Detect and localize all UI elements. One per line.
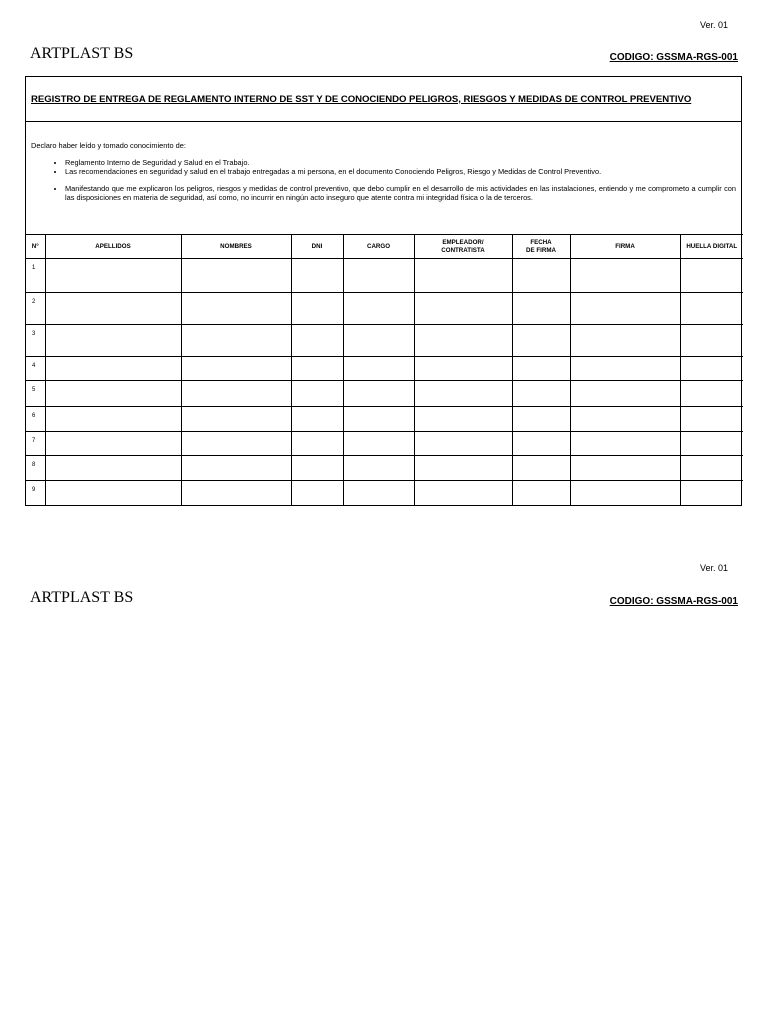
cell-empleador[interactable] <box>414 432 512 456</box>
header-empleador-line1: EMPLEADOR/ <box>442 239 484 246</box>
cell-nombres[interactable] <box>181 357 291 381</box>
cell-nombres[interactable] <box>181 432 291 456</box>
table-row <box>26 432 743 456</box>
cell-apellidos[interactable] <box>45 325 181 357</box>
cell-dni[interactable] <box>291 432 343 456</box>
cell-firma[interactable] <box>570 325 680 357</box>
header-empleador-line2: CONTRATISTA <box>441 246 485 254</box>
cell-fecha[interactable] <box>512 357 570 381</box>
table-row <box>26 456 743 481</box>
registry-table <box>26 234 743 506</box>
cell-cargo[interactable] <box>343 432 414 456</box>
header-fecha <box>512 235 570 259</box>
cell-huella[interactable] <box>680 259 743 293</box>
cell-apellidos[interactable] <box>45 456 181 481</box>
header-cargo: CARGO <box>343 235 414 259</box>
cell-firma[interactable] <box>570 293 680 325</box>
header-empleador <box>414 235 512 259</box>
cell-cargo[interactable] <box>343 357 414 381</box>
header-nombres: NOMBRES <box>181 235 291 259</box>
cell-fecha[interactable] <box>512 481 570 506</box>
cell-huella[interactable] <box>680 381 743 407</box>
cell-empleador[interactable] <box>414 259 512 293</box>
header-apellidos: APELLIDOS <box>45 235 181 259</box>
table-row <box>26 259 743 293</box>
form-title-row <box>26 77 741 122</box>
version-label: Ver. 01 <box>699 563 728 573</box>
row-number: 7 <box>26 432 45 456</box>
row-number: 3 <box>26 325 45 357</box>
row-number: 6 <box>26 407 45 432</box>
cell-apellidos[interactable] <box>45 259 181 293</box>
cell-apellidos[interactable] <box>45 481 181 506</box>
cell-empleador[interactable] <box>414 293 512 325</box>
header-dni: DNI <box>291 235 343 259</box>
version-label: Ver. 01 <box>699 20 728 30</box>
cell-apellidos[interactable] <box>45 407 181 432</box>
table-row <box>26 293 743 325</box>
cell-dni[interactable] <box>291 407 343 432</box>
cell-firma[interactable] <box>570 381 680 407</box>
row-number: 5 <box>26 381 45 407</box>
declaration-list <box>31 158 736 202</box>
cell-nombres[interactable] <box>181 259 291 293</box>
cell-cargo[interactable] <box>343 407 414 432</box>
registration-form <box>25 76 742 506</box>
cell-dni[interactable] <box>291 381 343 407</box>
cell-apellidos[interactable] <box>45 293 181 325</box>
table-row <box>26 407 743 432</box>
cell-huella[interactable] <box>680 481 743 506</box>
cell-cargo[interactable] <box>343 456 414 481</box>
cell-nombres[interactable] <box>181 481 291 506</box>
cell-nombres[interactable] <box>181 407 291 432</box>
cell-dni[interactable] <box>291 456 343 481</box>
table-row <box>26 481 743 506</box>
cell-huella[interactable] <box>680 432 743 456</box>
cell-nombres[interactable] <box>181 456 291 481</box>
cell-empleador[interactable] <box>414 456 512 481</box>
cell-dni[interactable] <box>291 293 343 325</box>
cell-fecha[interactable] <box>512 325 570 357</box>
cell-firma[interactable] <box>570 259 680 293</box>
declaration-item: • Manifestando que me explicaron los peligros, riesgos y medidas de control preventivo, que debo cumplir en el desarrollo de mis actividades en las instalaciones, entiendo y me comprometo a cumplir con las disposiciones en materia de seguridad, así como, no incurrir en ningún acto inseguro que atente contra mi integridad física o la de terceros. <box>65 184 736 202</box>
cell-firma[interactable] <box>570 407 680 432</box>
header-firma: FIRMA <box>570 235 680 259</box>
cell-fecha[interactable] <box>512 259 570 293</box>
cell-empleador[interactable] <box>414 325 512 357</box>
cell-huella[interactable] <box>680 357 743 381</box>
company-name: ARTPLAST BS <box>30 45 134 62</box>
cell-empleador[interactable] <box>414 381 512 407</box>
cell-cargo[interactable] <box>343 293 414 325</box>
table-row <box>26 325 743 357</box>
row-number: 2 <box>26 293 45 325</box>
cell-empleador[interactable] <box>414 481 512 506</box>
declaration-item: • Reglamento Interno de Seguridad y Salud en el Trabajo. <box>65 158 736 167</box>
row-number: 8 <box>26 456 45 481</box>
cell-dni[interactable] <box>291 481 343 506</box>
cell-huella[interactable] <box>680 293 743 325</box>
cell-firma[interactable] <box>570 432 680 456</box>
row-number: 9 <box>26 481 45 506</box>
table-header-row <box>26 235 743 259</box>
table-body <box>26 259 743 506</box>
cell-firma[interactable] <box>570 456 680 481</box>
cell-dni[interactable] <box>291 325 343 357</box>
header-fecha-line1: FECHA <box>530 239 552 246</box>
cell-apellidos[interactable] <box>45 357 181 381</box>
declaration-item: • Las recomendaciones en seguridad y salud en el trabajo entregadas a mi persona, en el documento Conociendo Peligros, Riesgo y Medidas de Control Preventivo. <box>65 167 736 176</box>
cell-nombres[interactable] <box>181 325 291 357</box>
header-huella: HUELLA DIGITAL <box>680 235 743 259</box>
cell-nombres[interactable] <box>181 293 291 325</box>
cell-cargo[interactable] <box>343 325 414 357</box>
cell-cargo[interactable] <box>343 481 414 506</box>
cell-dni[interactable] <box>291 259 343 293</box>
cell-apellidos[interactable] <box>45 381 181 407</box>
table-row <box>26 381 743 407</box>
document-code: CODIGO: GSSMA-RGS-001 <box>609 596 738 607</box>
cell-apellidos[interactable] <box>45 432 181 456</box>
document-code: CODIGO: GSSMA-RGS-001 <box>609 52 738 63</box>
cell-huella[interactable] <box>680 407 743 432</box>
row-number: 4 <box>26 357 45 381</box>
table-row <box>26 357 743 381</box>
cell-empleador[interactable] <box>414 407 512 432</box>
cell-fecha[interactable] <box>512 432 570 456</box>
cell-empleador[interactable] <box>414 357 512 381</box>
cell-fecha[interactable] <box>512 381 570 407</box>
header-num: N° <box>26 235 45 259</box>
form-title: REGISTRO DE ENTREGA DE REGLAMENTO INTERNO DE SST Y DE CONOCIENDO PELIGROS, RIESGOS Y MEDIDAS DE CONTROL PREVENTIVO <box>31 93 692 105</box>
cell-firma[interactable] <box>570 481 680 506</box>
cell-cargo[interactable] <box>343 259 414 293</box>
cell-huella[interactable] <box>680 456 743 481</box>
cell-dni[interactable] <box>291 357 343 381</box>
cell-huella[interactable] <box>680 325 743 357</box>
cell-fecha[interactable] <box>512 456 570 481</box>
cell-nombres[interactable] <box>181 381 291 407</box>
row-number: 1 <box>26 259 45 293</box>
declaration-intro: Declaro haber leído y tomado conocimiento de: <box>31 141 186 150</box>
header-fecha-line2: DE FIRMA <box>526 246 556 254</box>
cell-firma[interactable] <box>570 357 680 381</box>
company-name: ARTPLAST BS <box>30 589 134 606</box>
cell-fecha[interactable] <box>512 293 570 325</box>
cell-fecha[interactable] <box>512 407 570 432</box>
cell-cargo[interactable] <box>343 381 414 407</box>
declaration <box>26 122 741 234</box>
